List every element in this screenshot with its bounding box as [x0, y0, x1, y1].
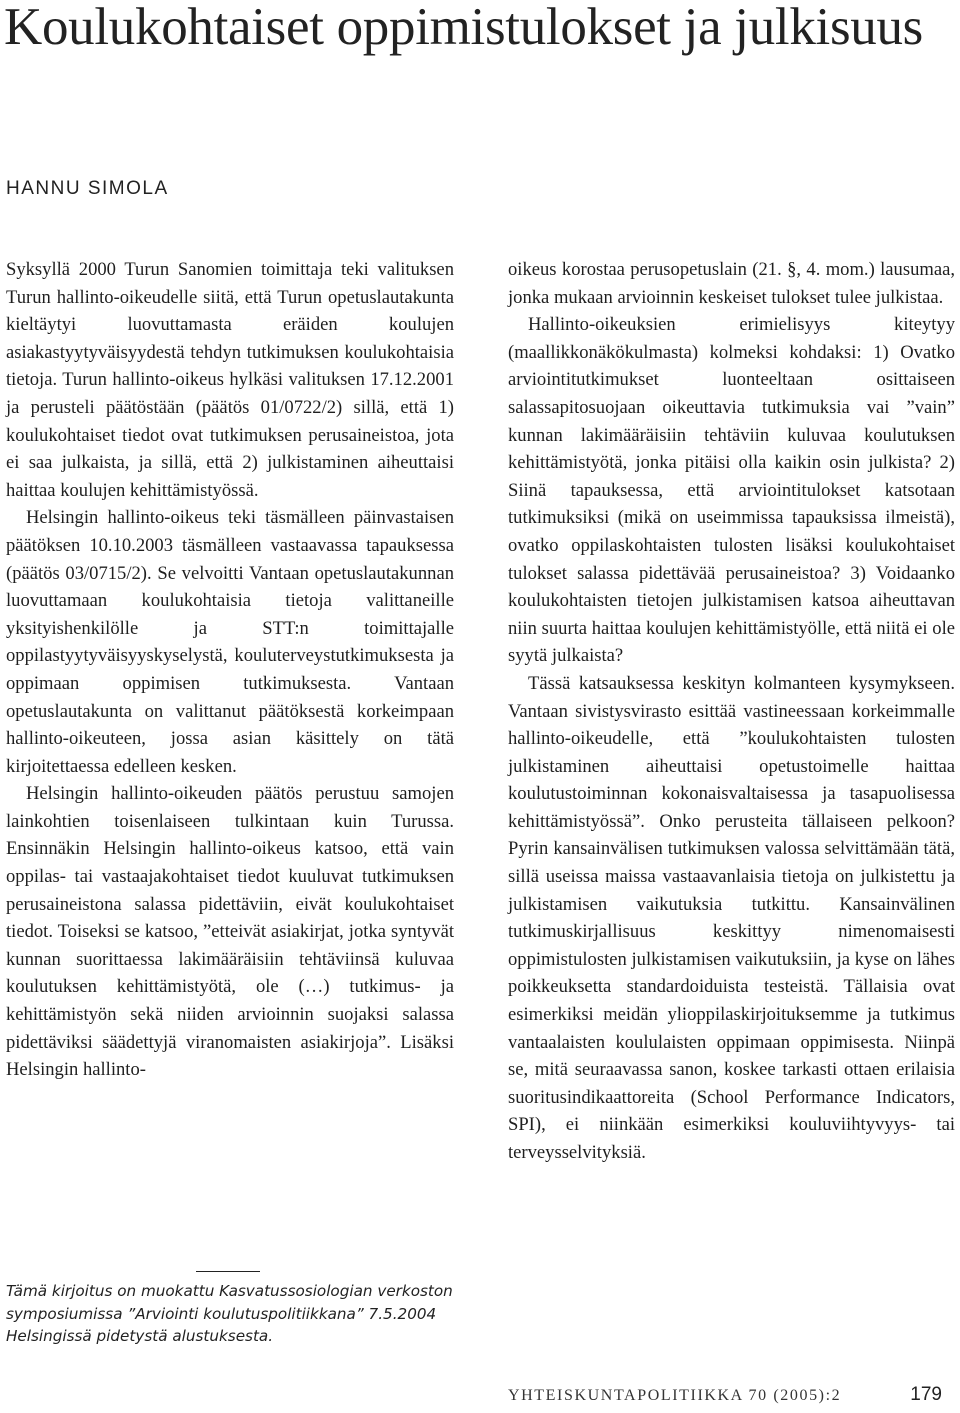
paragraph: oikeus korostaa perusopetuslain (21. §, 4. mom.) lausumaa, jonka mukaan arvioinnin keskeiset tulokset tulee julkistaa.	[508, 259, 955, 308]
page-number: 179	[910, 1384, 942, 1405]
author-name: HANNU SIMOLA	[6, 178, 169, 199]
paragraph: Helsingin hallinto-oikeus teki täsmälleen päinvastaisen päätöksen 10.10.2003 täsmälleen vastaavassa tapauksessa (päätös 03/0715/2). Se velvoitti Vantaan opetuslautakunnan luovuttamaan koulukohtaisia tietoja valittaneille yksityishenkilölle ja STT:n toimittajalle oppilastyytyväisyyskyselystä, kouluterveystutkimuksesta ja oppimaan oppimisen tutkimuksesta. Vantaan opetuslautakunta on valittanut päätöksestä korkeimpaan hallinto-oikeuteen, jossa asian käsittely on tätä kirjoitettaessa edelleen kesken.	[6, 507, 454, 777]
right-column	[508, 256, 955, 1167]
left-column	[6, 256, 454, 1084]
paragraph: Tässä katsauksessa keskityn kolmanteen kysymykseen. Vantaan sivistysvirasto esittää vastineessaan korkeimmalle hallinto-oikeudelle, että ”koulukohtaisten tulosten julkistaminen aiheuttaisi opetustoimelle haittaa koulutustoiminnan kokonaisvaltaisessa ja tasapuolisessa kehittämistyössä”. Onko perusteita tällaiseen pelkoon? Pyrin kansainvälisen tutkimuksen valossa selvittämään tätä, sillä useissa maissa vastaavanlaisia tietoja on julkistettu ja julkistamisen vaikutuksia tutkittu. Kansainvälinen tutkimuskirjallisuus keskittyy nimenomaisesti oppimistulosten julkistamisen vaikutuksiin, ja kyse on lähes poikkeuksetta standardoiduista testeistä. Tällaisia ovat esimerkiksi meidän ylioppilaskirjoituksemme ja tutkimus vantaalaisten koululaisten oppimaan oppimisesta. Niinpä se, mitä seuraavassa sanon, koskee tarkasti ottaen erilaisia suoritusindikaattoreita (School Performance Indicators, SPI), ei niinkään esimerkiksi kouluviihtyvyys- tai terveysselvityksiä.	[508, 672, 955, 1163]
footnote: Tämä kirjoitus on muokattu Kasvatussosiologian verkoston symposiumissa ”Arviointi koulutuspolitiikkana” 7.5.2004 Helsingissä pidetystä alustuksesta.	[6, 1282, 453, 1345]
paragraph: Helsingin hallinto-oikeuden päätös perustuu samojen lainkohtien toisenlaiseen tulkintaan kuin Turussa. Ensinnäkin Helsingin hallinto-oikeus katsoo, että vain oppilas- tai vastaajakohtaiset tiedot kuuluvat tutkimuksen perusaineistona salassa pidettäviin, eivät koulukohtaiset tiedot. Toiseksi se katsoo, ”etteivät asiakirjat, jotka syntyvät kunnan suorittaessa lakimääräisiin tehtäviinsä kuluvaa koulutuksen kehittämistyötä, ole (…) tutkimus- ja kehittämistyön sekä niiden arvioinnin suojaksi salassa pidettäviksi säädettyjä viranomaisten asiakirjoja”. Lisäksi Helsingin hallinto-	[6, 783, 454, 1081]
paragraph: Hallinto-oikeuksien erimielisyys kiteytyy (maallikkonäkökulmasta) kolmeksi kohdaksi: 1) Ovatko arviointitutkimukset luonteeltaan osittaiseen salassapitosuojaan oikeuttavia tutkimuksia vai ”vain” kunnan lakimääräisiin tehtäviin kuluvaa koulutuksen kehittämistyötä, jonka pitäisi olla kaikin osin julkista? 2) Siinä tapauksessa, että arviointitulokset katsotaan tutkimuksiksi (mikä on useimmissa tapauksissa ilmeistä), ovatko oppilaskohtaisten tulosten lisäksi koulukohtaiset tulokset salassa pidettävää perusaineistoa? 3) Voidaanko koulukohtaisten tietojen julkistamisen katsoa aiheuttavan niin suurta haittaa koulujen kehittämistyölle, että niitä ei ole syytä julkaista?	[508, 314, 955, 667]
running-head: YHTEISKUNTAPOLITIIKKA 70 (2005):2	[508, 1387, 842, 1404]
footnote-divider	[196, 1271, 260, 1272]
paragraph: Syksyllä 2000 Turun Sanomien toimittaja teki valituksen Turun hallinto-oikeudelle siitä, että Turun opetuslautakunta kieltäytyi luovuttamasta eräiden koulujen asiakastyytyväisyydestä tehdyn tutkimuksen koulukohtaisia tietoja. Turun hallinto-oikeus hylkäsi valituksen 17.12.2001 ja perusteli päätöstään (päätös 01/0722/2) sillä, että 1) koulukohtaiset tiedot ovat tutkimuksen perusaineistoa, jota ei saa julkaista, ja sillä, että 2) julkistaminen aiheuttaisi haittaa koulujen kehittämistyössä.	[6, 259, 454, 501]
article-title: Koulukohtaiset oppimistulokset ja julkisuus	[4, 0, 923, 56]
